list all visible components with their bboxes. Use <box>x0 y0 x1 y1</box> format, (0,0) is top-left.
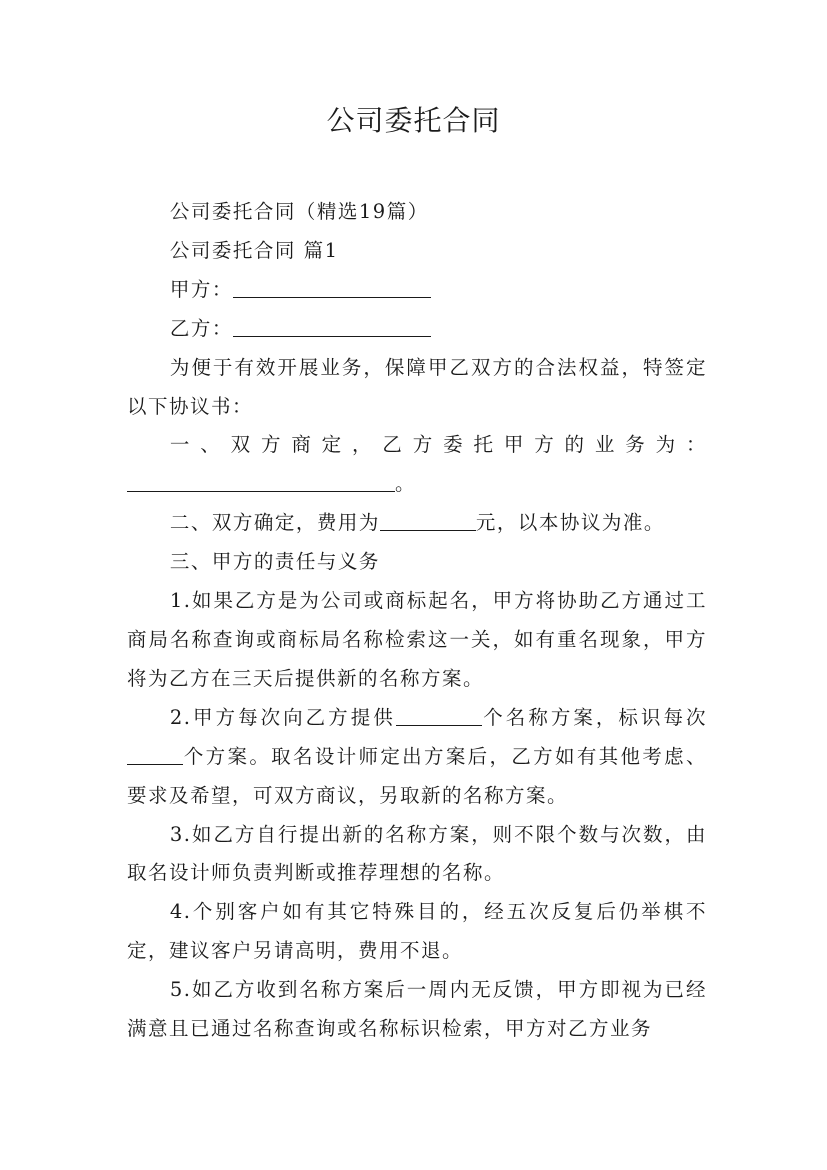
paragraph-clause-2 <box>127 504 707 543</box>
party-a-line <box>127 271 707 310</box>
clause-1-blank-line <box>127 465 707 504</box>
item-2-text-c: 个方案。取名设计师定出方案后，乙方如有其他考虑、要求及希望，可双方商议，另取新的名称方案。 <box>127 744 707 807</box>
paragraph-item-3: 3.如乙方自行提出新的名称方案，则不限个数与次数，由取名设计师负责判断或推荐理想的名称。 <box>127 822 707 885</box>
party-b-label: 乙方： <box>169 316 233 340</box>
clause-2-text-a: 二、双方确定，费用为 <box>169 511 380 535</box>
item-2-text-a: 2.甲方每次向乙方提供 <box>169 705 396 729</box>
party-b-line <box>127 310 707 349</box>
paragraph-article-heading: 公司委托合同 篇1 <box>169 238 339 262</box>
paragraph-preamble: 为便于有效开展业务，保障甲乙双方的合法权益，特签定以下协议书： <box>127 355 707 418</box>
paragraph-item-1: 1.如果乙方是为公司或商标起名，甲方将协助乙方通过工商局名称查询或商标局名称检索这一关，如有重名现象，甲方将为乙方在三天后提供新的名称方案。 <box>127 589 707 690</box>
clause-2-text-b: 元，以本协议为准。 <box>475 511 665 535</box>
clause-1-end: 。 <box>395 472 417 496</box>
paragraph-collection-title: 公司委托合同（精选19篇） <box>169 200 429 223</box>
per-time-blank <box>127 744 183 765</box>
party-a-blank <box>233 277 431 298</box>
item-2-text-b: 个名称方案，标识每次 <box>481 705 707 729</box>
document-title: 公司委托合同 <box>326 104 501 137</box>
paragraph-item-2 <box>127 699 707 816</box>
party-b-blank <box>233 316 431 337</box>
document-body <box>127 193 707 1049</box>
paragraph-item-4: 4.个别客户如有其它特殊目的，经五次反复后仍举棋不定，建议客户另请高明，费用不退。 <box>127 900 707 963</box>
paragraph-item-5: 5.如乙方收到名称方案后一周内无反馈，甲方即视为已经满意且已通过名称查询或名称标识检索，甲方对乙方业务 <box>127 978 707 1041</box>
party-a-label: 甲方： <box>169 277 233 301</box>
paragraph-clause-1: 一、双方商定，乙方委托甲方的业务为： <box>169 433 707 457</box>
fee-blank <box>380 510 476 531</box>
clause-1-blank <box>127 471 395 492</box>
paragraph-clause-3-heading: 三、甲方的责任与义务 <box>169 550 380 574</box>
name-count-blank <box>396 705 482 726</box>
